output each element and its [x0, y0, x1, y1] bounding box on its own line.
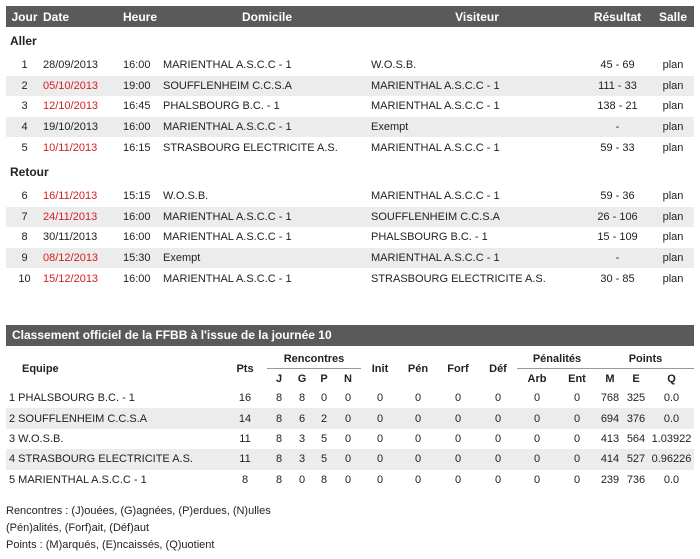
classement-cell: 0	[414, 392, 422, 405]
classement-cell: 0.0	[663, 392, 680, 405]
classement-cell: 0	[414, 432, 422, 445]
match-domicile: Exempt	[163, 248, 371, 269]
classement-cell: 0	[454, 432, 462, 445]
match-resultat: 59 - 33	[600, 141, 635, 154]
classement-row	[6, 408, 694, 428]
match-domicile: MARIENTHAL A.S.C.C - 1	[163, 117, 371, 138]
classement-cell: 0	[376, 392, 384, 405]
classement-equipe: 3 W.O.S.B.	[9, 432, 64, 445]
classement-cell: 0	[573, 432, 581, 445]
match-visiteur: MARIENTHAL A.S.C.C - 1	[371, 100, 500, 113]
match-jour: 6	[21, 190, 28, 203]
match-jour: 10	[18, 272, 31, 285]
match-jour: 5	[21, 141, 28, 154]
classement-header-row-1	[6, 349, 694, 369]
match-row	[6, 268, 694, 289]
header-def: Déf	[489, 362, 507, 375]
header-penalites: Pénalités	[517, 349, 597, 369]
classement-table	[6, 349, 694, 490]
classement-cell: 8	[298, 392, 306, 405]
classement-cell: 0.0	[649, 408, 694, 428]
match-resultat: -	[583, 248, 652, 269]
classement-title: Classement officiel de la FFBB à l'issue de la journée 10	[6, 325, 694, 346]
match-visiteur: W.O.S.B.	[371, 59, 417, 72]
legend	[6, 503, 306, 554]
classement-cell: 3	[291, 449, 313, 469]
classement-cell: 0	[573, 473, 581, 486]
schedule-header-row	[6, 6, 694, 27]
classement-cell: 14	[223, 408, 267, 428]
match-jour: 8	[21, 231, 28, 244]
classement-cell: 694	[597, 408, 623, 428]
section-label: Aller	[10, 34, 37, 48]
match-salle-link[interactable]: plan	[662, 59, 684, 72]
match-heure: 16:00	[123, 59, 151, 72]
classement-cell: 8	[275, 392, 283, 405]
match-visiteur: MARIENTHAL A.S.C.C - 1	[371, 248, 583, 269]
header-forf: Forf	[447, 362, 469, 375]
classement-cell: 3	[298, 432, 306, 445]
match-date[interactable]: 15/12/2013	[43, 272, 99, 285]
match-visiteur: STRASBOURG ELECTRICITE A.S.	[371, 272, 546, 285]
match-heure: 16:00	[123, 272, 151, 285]
classement-cell: 0	[361, 449, 399, 469]
classement-cell: 2	[313, 408, 335, 428]
classement-cell: 11	[239, 432, 251, 445]
classement-cell: 736	[626, 473, 646, 486]
match-row	[6, 117, 694, 138]
classement-row	[6, 388, 694, 408]
match-visiteur: MARIENTHAL A.S.C.C - 1	[371, 190, 500, 203]
classement-cell: 0	[494, 432, 502, 445]
match-visiteur: MARIENTHAL A.S.C.C - 1	[371, 141, 500, 154]
classement-cell: 0.96226	[649, 449, 694, 469]
match-jour: 7	[6, 207, 43, 228]
match-jour: 9	[6, 248, 43, 269]
classement-cell: 8	[267, 408, 291, 428]
classement-cell: 5	[320, 432, 328, 445]
schedule-table	[6, 6, 694, 289]
match-resultat: -	[583, 117, 652, 138]
header-visiteur: Visiteur	[371, 6, 583, 27]
match-jour: 1	[21, 59, 28, 72]
header-pts: Pts	[236, 362, 254, 375]
match-domicile: MARIENTHAL A.S.C.C - 1	[163, 207, 371, 228]
classement-cell: 0	[344, 432, 352, 445]
section-label: Retour	[10, 164, 49, 179]
classement-cell: 239	[600, 473, 620, 486]
classement-cell: 0	[533, 473, 541, 486]
match-row	[6, 248, 694, 269]
match-date[interactable]: 10/11/2013	[43, 141, 98, 154]
match-heure: 16:15	[123, 141, 151, 154]
match-row	[6, 186, 694, 207]
match-resultat: 26 - 106	[583, 207, 652, 228]
match-salle-link[interactable]: plan	[652, 248, 694, 269]
header-salle: Salle	[652, 6, 694, 27]
match-domicile: MARIENTHAL A.S.C.C - 1	[163, 59, 292, 72]
classement-cell: 0	[376, 432, 384, 445]
classement-cell: 8	[275, 473, 283, 486]
match-visiteur: PHALSBOURG B.C. - 1	[371, 231, 488, 244]
header-points: Points	[597, 349, 694, 369]
match-salle-link[interactable]: plan	[662, 272, 684, 285]
match-date[interactable]: 24/11/2013	[43, 207, 123, 228]
match-visiteur: SOUFFLENHEIM C.C.S.A	[371, 207, 583, 228]
match-row	[6, 137, 694, 158]
classement-cell: 0	[557, 408, 597, 428]
classement-cell: 11	[223, 449, 267, 469]
header-equipe: Equipe	[22, 362, 59, 375]
classement-cell: 413	[600, 432, 620, 445]
classement-cell: 0	[454, 473, 462, 486]
classement-cell: 0	[298, 473, 306, 486]
match-row	[6, 227, 694, 248]
match-heure: 16:45	[123, 100, 151, 113]
classement-cell: 0	[533, 392, 541, 405]
classement-cell: 0	[361, 408, 399, 428]
header-resultat: Résultat	[583, 6, 652, 27]
match-domicile: W.O.S.B.	[163, 190, 209, 203]
classement-cell: 0	[557, 449, 597, 469]
classement-equipe: 4 STRASBOURG ELECTRICITE A.S.	[6, 449, 223, 469]
classement-cell: 0	[494, 392, 502, 405]
match-domicile: STRASBOURG ELECTRICITE A.S.	[163, 141, 338, 154]
match-date[interactable]: 05/10/2013	[43, 76, 123, 97]
match-date: 19/10/2013	[43, 117, 123, 138]
classement-cell: 1.03922	[651, 432, 692, 445]
classement-cell: 0	[399, 449, 437, 469]
classement-cell: 16	[238, 392, 252, 405]
match-salle-link[interactable]: plan	[662, 100, 684, 113]
match-domicile: MARIENTHAL A.S.C.C - 1	[163, 272, 292, 285]
header-arb: Arb	[527, 372, 547, 385]
header-pen: Pén	[407, 362, 429, 375]
classement-cell: 5	[313, 449, 335, 469]
header-n: N	[344, 372, 352, 385]
classement-cell: 0	[399, 408, 437, 428]
match-row	[6, 96, 694, 117]
match-visiteur: Exempt	[371, 117, 583, 138]
classement-cell: 414	[597, 449, 623, 469]
classement-cell: 0	[344, 473, 352, 486]
header-init: Init	[371, 362, 389, 375]
classement-row	[6, 449, 694, 469]
match-heure: 15:15	[123, 190, 151, 203]
header-domicile: Domicile	[163, 6, 371, 27]
classement-cell: 564	[626, 432, 646, 445]
classement-cell: 0	[414, 473, 422, 486]
match-jour: 3	[21, 100, 28, 113]
match-heure: 15:30	[123, 248, 163, 269]
header-rencontres: Rencontres	[267, 349, 361, 369]
match-date: 30/11/2013	[43, 231, 98, 244]
match-salle-link[interactable]: plan	[662, 141, 684, 154]
classement-cell: 0	[376, 473, 384, 486]
header-m: M	[605, 372, 615, 385]
match-resultat: 111 - 33	[583, 76, 652, 97]
classement-cell: 0	[573, 392, 581, 405]
classement-equipe: 1 PHALSBOURG B.C. - 1	[9, 392, 135, 405]
classement-cell: 0	[437, 408, 479, 428]
classement-cell: 0	[517, 449, 557, 469]
match-domicile: MARIENTHAL A.S.C.C - 1	[163, 231, 292, 244]
match-jour: 2	[6, 76, 43, 97]
header-p: P	[320, 372, 328, 385]
header-q: Q	[667, 372, 676, 385]
match-domicile: SOUFFLENHEIM C.C.S.A	[163, 76, 371, 97]
classement-cell: 0	[320, 392, 328, 405]
match-salle-link[interactable]: plan	[652, 207, 694, 228]
classement-cell: 0	[479, 408, 517, 428]
header-jour: Jour	[6, 6, 43, 27]
classement-cell: 325	[626, 392, 646, 405]
classement-row	[6, 470, 694, 490]
match-date[interactable]: 12/10/2013	[43, 100, 99, 113]
classement-cell: 527	[623, 449, 649, 469]
classement-cell: 376	[623, 408, 649, 428]
legend-line-penalites: (Pén)alités, (Forf)ait, (Déf)aut	[6, 522, 150, 534]
match-date[interactable]: 16/11/2013	[43, 190, 98, 203]
classement-cell: 6	[291, 408, 313, 428]
classement-cell: 8	[241, 473, 249, 486]
match-heure: 19:00	[123, 76, 163, 97]
match-row	[6, 55, 694, 76]
classement-cell: 8	[275, 432, 283, 445]
legend-line-points: Points : (M)arqués, (E)ncaissés, (Q)uotient	[6, 539, 215, 551]
match-heure: 16:00	[123, 207, 163, 228]
header-heure: Heure	[123, 6, 163, 27]
header-ent: Ent	[568, 372, 586, 385]
match-heure: 16:00	[123, 231, 151, 244]
match-jour: 4	[6, 117, 43, 138]
classement-cell: 768	[600, 392, 620, 405]
match-row	[6, 76, 694, 97]
match-resultat: 30 - 85	[600, 272, 635, 285]
classement-cell: 8	[320, 473, 328, 486]
classement-equipe: 5 MARIENTHAL A.S.C.C - 1	[9, 473, 147, 486]
match-date: 28/09/2013	[43, 59, 99, 72]
classement-cell: 0	[533, 432, 541, 445]
match-visiteur: MARIENTHAL A.S.C.C - 1	[371, 76, 583, 97]
classement-cell: 0	[344, 392, 352, 405]
match-domicile: PHALSBOURG B.C. - 1	[163, 100, 280, 113]
section-row-retour	[6, 158, 694, 186]
classement-cell: 0	[335, 408, 361, 428]
classement-cell: 0.0	[663, 473, 680, 486]
classement-cell: 0	[517, 408, 557, 428]
classement-row	[6, 429, 694, 449]
classement-cell: 0	[437, 449, 479, 469]
header-g: G	[297, 372, 307, 385]
classement-cell: 0	[479, 449, 517, 469]
section-row-aller	[6, 27, 694, 55]
classement-cell: 0	[494, 473, 502, 486]
match-resultat: 138 - 21	[597, 100, 638, 113]
match-salle-link[interactable]: plan	[652, 117, 694, 138]
match-resultat: 45 - 69	[600, 59, 635, 72]
header-j: J	[275, 372, 283, 385]
match-heure: 16:00	[123, 117, 163, 138]
header-e: E	[632, 372, 640, 385]
legend-line-rencontres: Rencontres : (J)ouées, (G)agnées, (P)erdues, (N)ulles	[6, 505, 271, 517]
classement-cell: 0	[335, 449, 361, 469]
match-salle-link[interactable]: plan	[662, 231, 684, 244]
classement-cell: 8	[267, 449, 291, 469]
match-resultat: 59 - 36	[600, 190, 635, 203]
classement-equipe: 2 SOUFFLENHEIM C.C.S.A	[6, 408, 223, 428]
header-date: Date	[43, 6, 123, 27]
match-salle-link[interactable]: plan	[662, 190, 684, 203]
match-row	[6, 207, 694, 228]
classement-cell: 0	[454, 392, 462, 405]
match-resultat: 15 - 109	[597, 231, 638, 244]
match-date[interactable]: 08/12/2013	[43, 248, 123, 269]
match-salle-link[interactable]: plan	[652, 76, 694, 97]
